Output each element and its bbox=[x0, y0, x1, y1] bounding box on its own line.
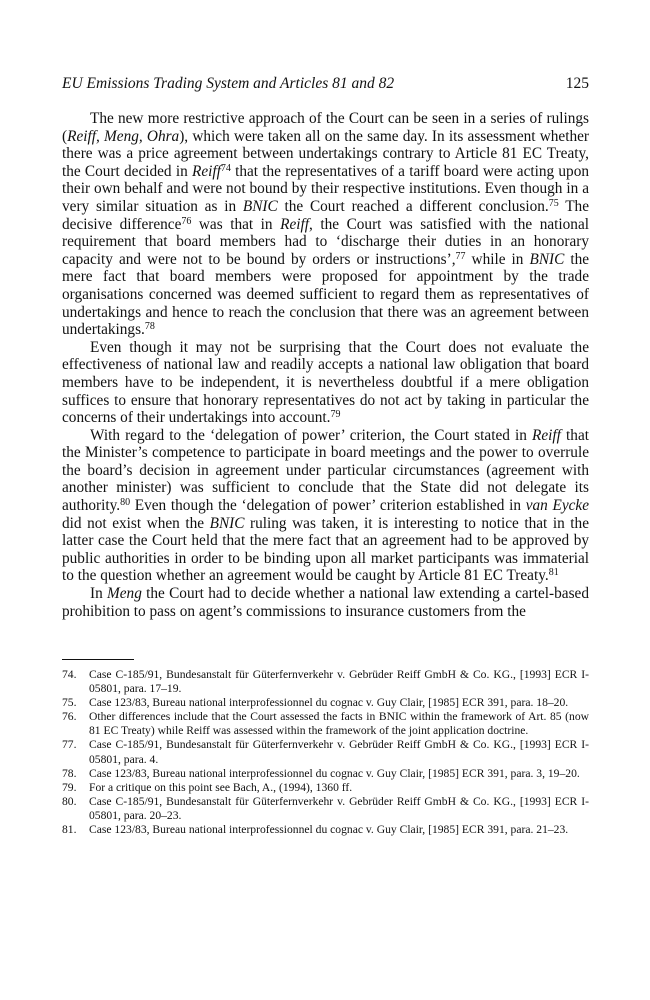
footnote-ref-79: 79 bbox=[330, 409, 341, 421]
page-number: 125 bbox=[565, 75, 589, 92]
footnote-separator bbox=[62, 659, 134, 660]
paragraph-3: With regard to the ‘delegation of power’ criterion, the Court stated in Reiff that the Minister’s competence to participate in board meetings and the power to overrule the board’s decision in agreement under particular circumstances (agreement with another minister) was sufficient to conclude that the State did not delegate its authority.$^{80}$ Even though the ‘delegation of power’ criterion established in van Eycke did not exist when the BNIC ruling was taken, it is interesting to notice that in the latter case the Court held that the mere fact that an agreement had to be approved by public authorities in order to be binding upon all market participants was immaterial to the question whether an agreement would be caught by Article 81 EC Treaty.$^{81}$ bbox=[62, 426, 589, 585]
footnote-ref-80: 80 bbox=[120, 497, 131, 509]
footnote: 75. Case 123/83, Bureau national interprofessionnel du cognac v. Guy Clair, [1985] ECR 391, para. 18–20. bbox=[62, 696, 569, 710]
footnote-ref-78: 78 bbox=[144, 321, 155, 333]
footnote-ref-81: 81 bbox=[548, 567, 559, 579]
footnote: 81. Case 123/83, Bureau national interprofessionnel du cognac v. Guy Clair, [1985] ECR 391, para. 21–23. bbox=[62, 823, 569, 837]
footnote: 77. Case C-185/91, Bundesanstalt für Güterfernverkehr v. Gebrüder Reiff GmbH & Co. KG., [1993] ECR I-05801, para. 4. bbox=[62, 738, 589, 766]
footnote-ref-76: 76 bbox=[181, 215, 192, 227]
paragraph-2: Even though it may not be surprising that the Court does not evaluate the effectiveness of national law and readily accepts a national law obligation that board members have to be independent, it is nevertheless doubtful if a mere obligation suffices to ensure that honorary representatives do not act by taking in particular the concerns of their undertakings into account.$^{79}$ bbox=[62, 338, 589, 427]
running-title: EU Emissions Trading System and Articles 81 and 82 bbox=[62, 75, 395, 92]
paragraph-1: The new more restrictive approach of the Court can be seen in a series of rulings (Reiff, Meng, Ohra), which were taken all on the same day. In its assessment whether there was a price agreement between undertakings contrary to Article 81 EC Treaty, the Court decided in Reiff$^{74}$ that the representatives of a tariff board were acting upon their own behalf and were not bound by their respective institutions. Even though in a very similar situation as in BNIC the Court reached a different conclusion.$^{75}$ The decisive difference$^{76}$ was that in Reiff, the Court was satisfied with the national requirement that board members had to ‘discharge their duties in an honorary capacity and were not to be bound by orders or instructions’,$^{77}$ while in BNIC the mere fact that board members were proposed for appointment by the trade organisations concerned was deemed sufficient to regard them as representatives of undertakings and hence to reach the conclusion that there was an agreement between undertakings.$^{78}$ bbox=[62, 110, 590, 339]
footnote: 78. Case 123/83, Bureau national interprofessionnel du cognac v. Guy Clair, [1985] ECR 391, para. 3, 19–20. bbox=[62, 766, 580, 780]
body-text bbox=[62, 110, 589, 620]
footnote: 79. For a critique on this point see Bach, A., (1994), 1360 ff. bbox=[62, 780, 353, 794]
footnote: 74. Case C-185/91, Bundesanstalt für Güterfernverkehr v. Gebrüder Reiff GmbH & Co. KG., [1993] ECR I-05801, para. 17–19. bbox=[62, 668, 589, 696]
paragraph-4: In Meng the Court had to decide whether a national law extending a cartel-based prohibition to pass on agent’s commissions to insurance customers from the bbox=[62, 585, 589, 620]
footnote: 76. Other differences include that the Court assessed the facts in BNIC within the framework of Art. 85 (now 81 EC Treaty) while Reiff was assessed within the framework of the joint application doctrine. bbox=[62, 710, 589, 738]
footnote: 80. Case C-185/91, Bundesanstalt für Güterfernverkehr v. Gebrüder Reiff GmbH & Co. KG., [1993] ECR I-05801, para. 20–23. bbox=[62, 794, 589, 822]
footnote-ref-74: 74 bbox=[220, 162, 231, 174]
footnotes bbox=[62, 668, 589, 837]
footnote-ref-75: 75 bbox=[548, 197, 559, 209]
running-header bbox=[62, 74, 589, 94]
footnote-ref-77: 77 bbox=[455, 250, 466, 262]
